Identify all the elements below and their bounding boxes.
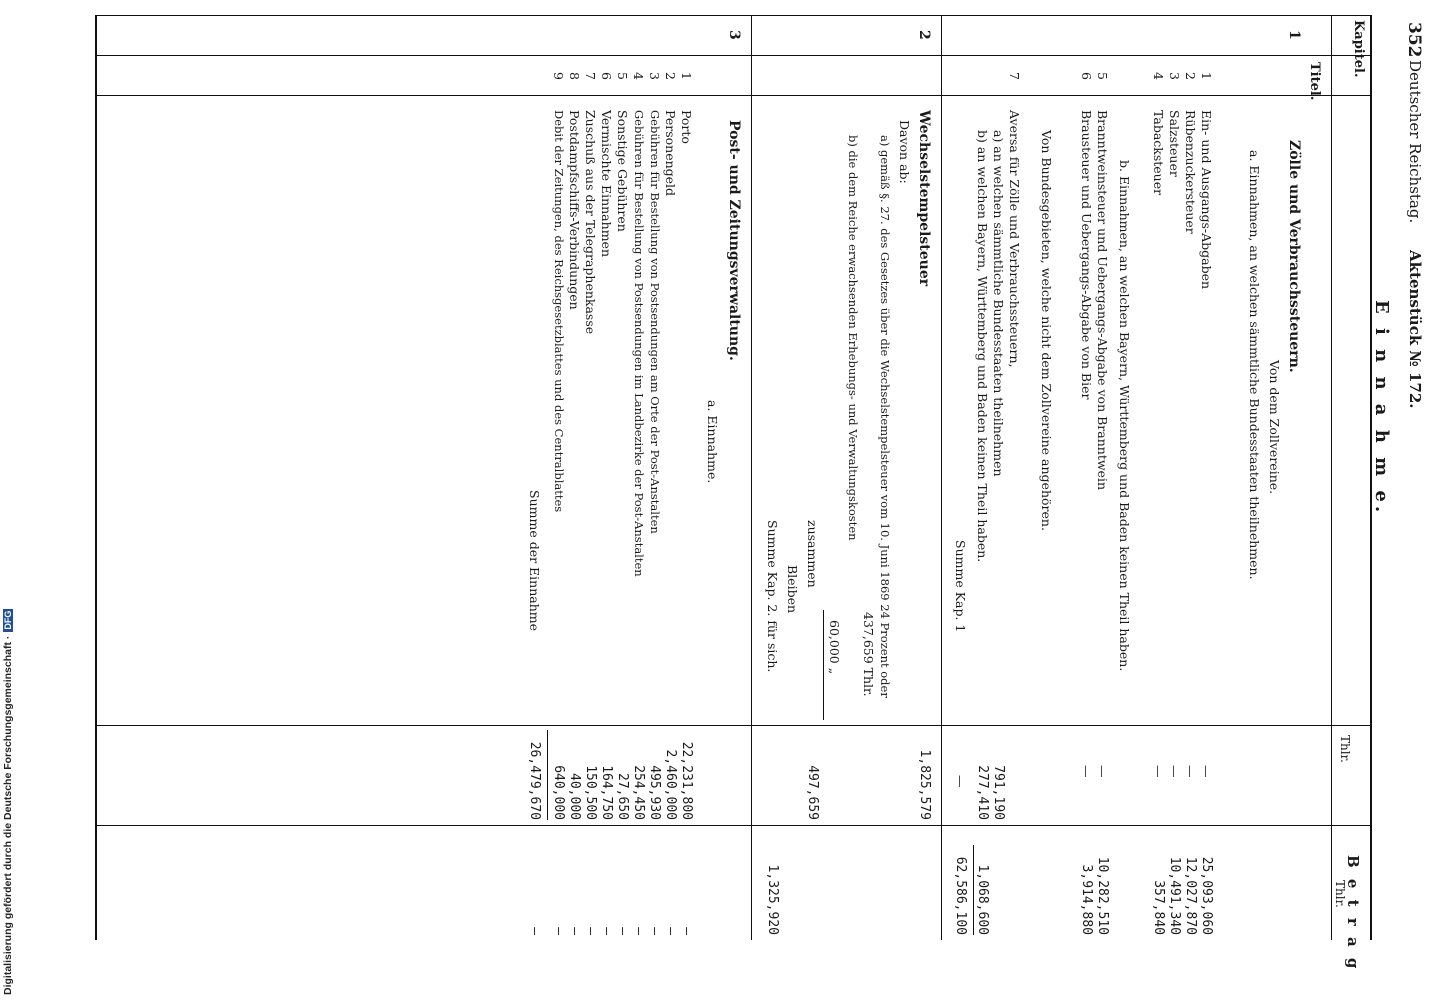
section-rule [941,15,942,940]
row-label: Brausteuer und Uebergangs-Abgabe von Bier [1079,110,1094,400]
section3-kapitel: 3 [726,30,742,40]
section2-zusammen-amount: 497,659 [805,765,820,820]
titel-number: 9 [551,72,566,80]
section1-sub: Von dem Zollvereine. [1267,360,1282,495]
sum-right: 62,586,100 [953,856,968,935]
row-right-amount: — [583,927,598,935]
row-left-amount: 2,460,000 [663,749,678,820]
titel-number: 3 [647,72,662,80]
row-label: Porto [679,110,694,144]
row-label: Debit der Zeitungen, des Reichsgesetzblattes und des Centralblattes [552,110,566,513]
row-label: Postdampfschiffs-Verbindungen [567,110,582,310]
row-right-amount: 12,027,870 [1183,856,1198,935]
row-label: Tabacksteuer [1151,110,1166,196]
titel-number: 1 [679,72,694,80]
section2-a-label: a) gemäß §. 27. des Gesetzes über die Wechselstempelsteuer vom 10. Juni 1869 24 Prozent oder [878,135,892,698]
section1-sum-label: Summe Kap. 1 [953,540,968,633]
row-label: Sonstige Gebühren [615,110,630,232]
sum-left: — [953,775,968,788]
titel-number: 2 [663,72,678,80]
unit-right: Thlr. [1333,880,1347,908]
row-label: Ein- und Ausgangs-Abgaben [1199,110,1214,290]
section2-b-label: b) die dem Reiche erwachsenden Erhebungs- und Verwaltungskosten [846,135,860,541]
row-label: Salzsteuer [1167,110,1182,177]
table-header-rule [1331,15,1332,940]
row-label: Gebühren für Bestellung von Postsendungen am Orte der Post-Anstalten [648,110,662,534]
row-right-amount: — [647,927,662,935]
row-right-amount: — [679,927,694,935]
titel-number: 2 [1183,72,1198,80]
section1-sub-c: Von Bundesgebieten, welche nicht dem Zollvereine angehören. [1039,130,1054,531]
row-left-amount: 254,450 [631,765,646,820]
row-right-amount: 1,068,600 [975,864,990,935]
titel-number: 6 [1079,72,1094,80]
section2-heading: Wechselstempelsteuer [916,110,932,287]
row-label: Aversa für Zölle und Verbrauchssteuern, [1007,110,1022,368]
titel-number: 8 [567,72,582,80]
titel-number: 4 [631,72,646,80]
row-left-amount: — [1151,765,1166,778]
section3-sum-right: — [527,927,542,935]
betrag-header: B e t r a g [1344,855,1362,972]
section2-sum-right: 1,325,920 [765,864,780,935]
section1-kapitel: 1 [1286,30,1302,40]
row-right-amount: — [663,927,678,935]
sum-rule [973,845,974,935]
titel-number: 5 [1095,72,1110,80]
row-left-amount: — [1079,765,1094,778]
kapitel-col-rule [97,55,1372,56]
row-label: b) an welchen Bayern, Württemberg und Baden keinen Theil haben. [975,130,990,563]
row-left-amount: 164,750 [599,765,614,820]
row-left-amount: — [1183,765,1198,778]
section2-bleiben-label: Bleiben [785,565,800,614]
section2-a-amount: 437,659 Thlr. [861,612,876,697]
section2-kapitel: 2 [916,30,932,40]
section3-sum-label: Summe der Einnahme [527,490,542,632]
kapitel-header: Kapitel. [1351,20,1366,78]
betrag-col-rule [97,825,1372,826]
row-label: Personengeld [663,110,678,197]
titel-number: 1 [1199,72,1214,80]
row-right-amount: 10,491,340 [1167,856,1182,935]
row-right-amount: — [615,927,630,935]
unit-left: Thlr. [1338,735,1352,763]
footer-text: Digitalisierung gefördert durch die Deutsche Forschungsgemeinschaft · [2,635,14,995]
header-left: Deutscher Reichstag. [1406,60,1424,224]
titel-number: 7 [583,72,598,80]
dfg-logo: DFG [3,610,13,630]
section2-davon: Davon ab: [897,120,912,184]
subtotal-rule [823,610,824,720]
titel-number: 3 [1167,72,1182,80]
section3-sub: a. Einnahme. [705,400,720,484]
row-left-amount: 791,190 [991,765,1006,820]
section1-sub-b: b. Einnahmen, an welchen Bayern, Württemberg und Baden keinen Theil haben. [1117,160,1132,672]
row-right-amount: — [599,927,614,935]
section2-b-amount: 60,000 „ [827,620,842,675]
table-bottom-rule [95,15,97,940]
row-left-amount: 277,410 [975,765,990,820]
section2-sum-label: Summe Kap. 2. für sich. [765,520,780,673]
page-number: 352 [1404,22,1424,58]
titel-number: 6 [599,72,614,80]
section2-amount: 1,825,579 [917,749,932,820]
amount-col-rule [97,725,1372,726]
row-left-amount: 40,000 [567,773,582,820]
row-left-amount: — [1095,765,1110,778]
row-right-amount: — [551,927,566,935]
row-left-amount: — [1167,765,1182,778]
row-right-amount: 10,282,510 [1095,856,1110,935]
row-label: Zuschuß aus der Telegraphenkasse [583,110,598,335]
row-label: Branntweinsteuer und Uebergangs-Abgabe von Branntwein [1095,110,1110,490]
row-label: Gebühren für Bestellung von Postsendungen im Landbezirke der Post-Anstalten [632,110,646,577]
section2-zusammen-label: zusammen [805,520,820,588]
section1-sub-a: a. Einnahmen, an welchen sämmtliche Bundesstaaten theilnehmen. [1247,150,1262,580]
row-left-amount: 150,500 [583,765,598,820]
titel-col-rule [97,95,1372,96]
row-label: a) an welchen sämmtliche Bundesstaaten theilnehmen [991,130,1006,477]
row-left-amount: 22,231,800 [679,741,694,820]
digitization-footer [2,609,14,995]
section3-sum-left: 26,479,670 [527,741,542,820]
einnahme-title: E i n n a h m e. [1371,300,1392,517]
sum-rule [547,730,548,820]
titel-number: 5 [615,72,630,80]
row-right-amount: — [631,927,646,935]
titel-header: Titel. [1307,62,1322,101]
row-label: Vermischte Einnahmen [599,110,614,257]
section1-heading: Zölle und Verbrauchssteuern. [1286,140,1302,373]
titel-number: 7 [1007,72,1022,80]
row-left-amount: — [1199,765,1214,778]
row-left-amount: 495,930 [647,765,662,820]
row-left-amount: 27,650 [615,773,630,820]
header-right: Aktenstück № 172. [1406,250,1424,409]
table-left-rule [97,15,1372,16]
section3-heading: Post- und Zeitungsverwaltung. [726,120,742,361]
section-rule [751,15,752,940]
row-right-amount: 3,914,880 [1079,864,1094,935]
row-right-amount: — [567,927,582,935]
row-left-amount: 640,000 [551,765,566,820]
titel-number: 4 [1151,72,1166,80]
row-right-amount: 357,840 [1151,880,1166,935]
row-right-amount: 25,093,060 [1199,856,1214,935]
row-label: Rübenzuckersteuer [1183,110,1198,234]
